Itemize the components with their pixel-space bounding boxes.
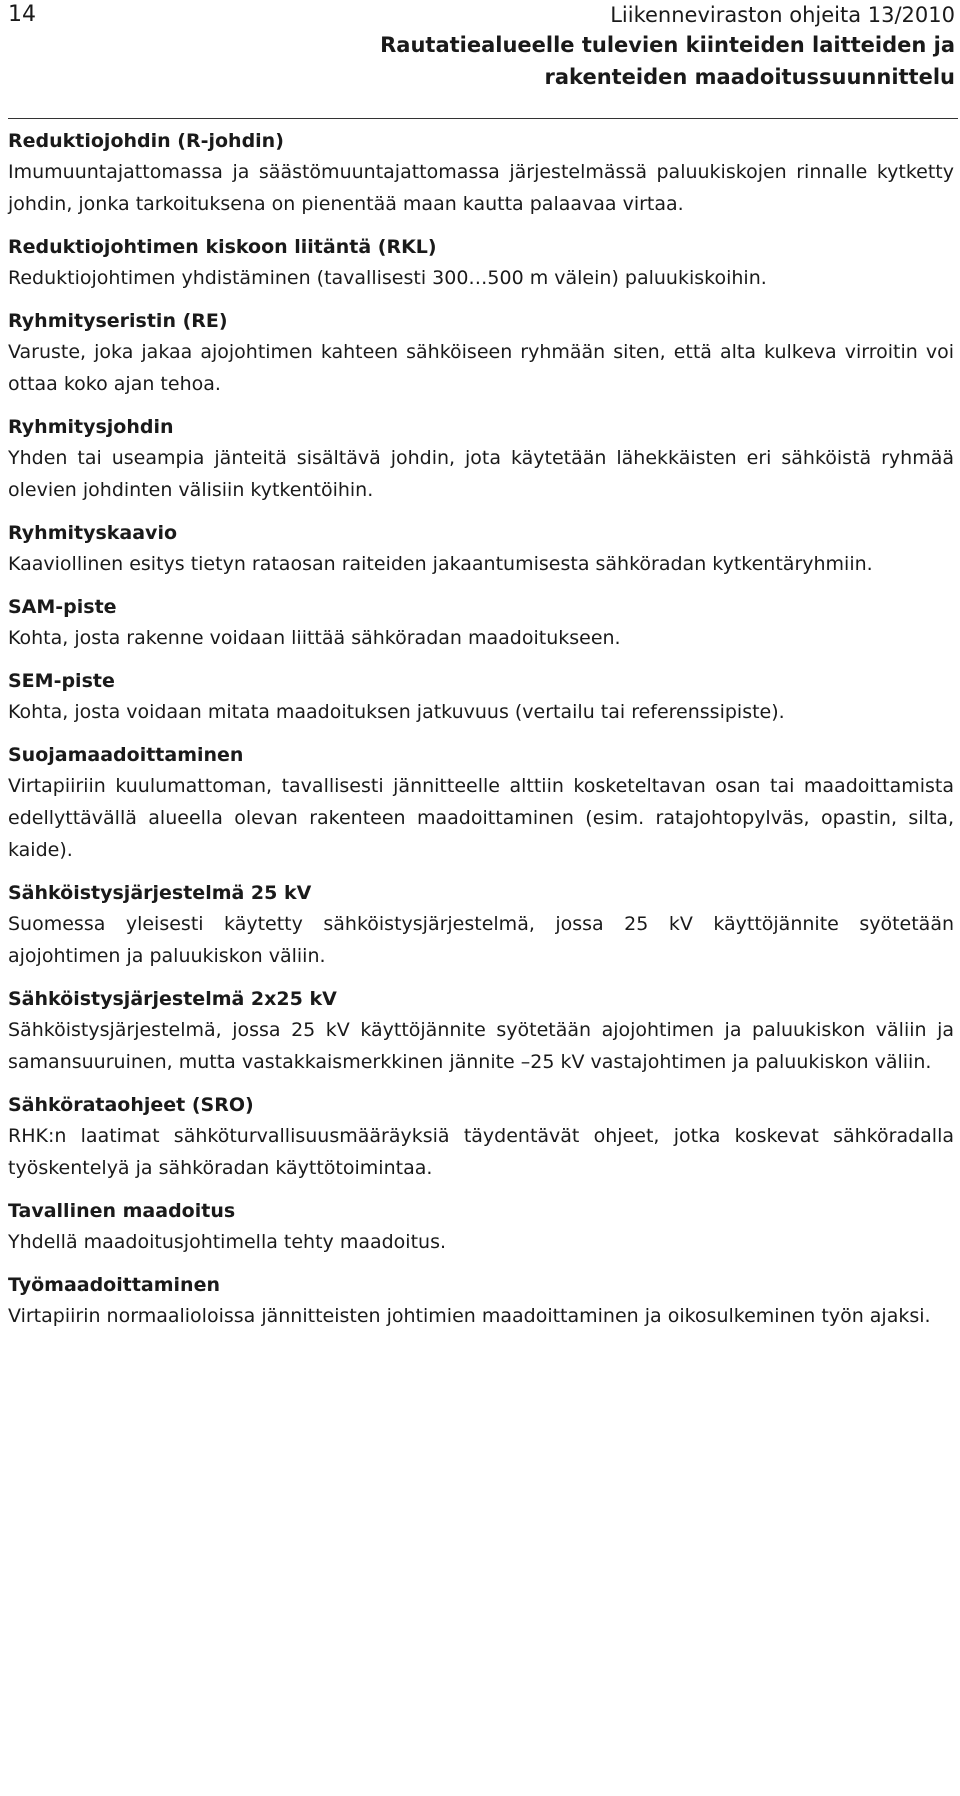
glossary-entry-sro xyxy=(8,1090,954,1184)
glossary-term: Ryhmityskaavio xyxy=(8,522,178,544)
glossary-entry-suojamaadoittaminen xyxy=(8,740,954,866)
glossary-term: Suojamaadoittaminen xyxy=(8,744,244,766)
page-header xyxy=(380,2,955,93)
glossary-entry-2x25kv xyxy=(8,984,954,1078)
glossary-term: Sähkörataohjeet (SRO) xyxy=(8,1094,254,1116)
glossary-definition: Yhden tai useampia jänteitä sisältävä johdin, jota käytetään lähekkäisten eri sähköistä ryhmää olevien johdinten välisiin kytkentöihin. xyxy=(8,447,954,501)
glossary-term: SAM-piste xyxy=(8,596,117,618)
glossary-term: SEM-piste xyxy=(8,670,115,692)
glossary-definition: Suomessa yleisesti käytetty sähköistysjärjestelmä, jossa 25 kV käyttöjännite syötetään ajojohtimen ja paluukiskon väliin. xyxy=(8,913,954,967)
header-title-line-2: rakenteiden maadoitussuunnittelu xyxy=(544,65,955,89)
glossary-entry-tyomaadoittaminen xyxy=(8,1270,954,1332)
glossary-term: Sähköistysjärjestelmä 2x25 kV xyxy=(8,988,337,1010)
glossary-term: Reduktiojohdin (R-johdin) xyxy=(8,130,284,152)
header-title-line-1: Rautatiealueelle tulevien kiinteiden laitteiden ja xyxy=(380,33,955,57)
glossary-definition: Sähköistysjärjestelmä, jossa 25 kV käyttöjännite syötetään ajojohtimen ja paluukiskon väliin ja samansuuruinen, mutta vastakkaismerkkinen jännite –25 kV vastajohtimen ja paluukiskon väliin. xyxy=(8,1019,954,1073)
glossary-entry-tavallinen-maadoitus xyxy=(8,1196,954,1258)
glossary-entry-re xyxy=(8,306,954,400)
glossary-term: Ryhmityseristin (RE) xyxy=(8,310,228,332)
glossary-term: Sähköistysjärjestelmä 25 kV xyxy=(8,882,312,904)
glossary-definition: Yhdellä maadoitusjohtimella tehty maadoitus. xyxy=(8,1231,447,1253)
glossary-term: Reduktiojohtimen kiskoon liitäntä (RKL) xyxy=(8,236,437,258)
glossary-entry-ryhmityskaavio xyxy=(8,518,954,580)
glossary-entry-r-johdin xyxy=(8,126,954,220)
glossary-definition: Reduktiojohtimen yhdistäminen (tavallisesti 300…500 m välein) paluukiskoihin. xyxy=(8,267,767,289)
glossary-definition: Kohta, josta rakenne voidaan liittää sähköradan maadoitukseen. xyxy=(8,627,621,649)
header-divider xyxy=(8,118,958,119)
glossary-entry-sam-piste xyxy=(8,592,954,654)
glossary-definition: Kaaviollinen esitys tietyn rataosan raiteiden jakaantumisesta sähköradan kytkentäryhmiin. xyxy=(8,553,873,575)
glossary-definition: Varuste, joka jakaa ajojohtimen kahteen sähköiseen ryhmään siten, että alta kulkeva virroitin voi ottaa koko ajan tehoa. xyxy=(8,341,954,395)
glossary-entry-25kv xyxy=(8,878,954,972)
glossary-content xyxy=(8,126,954,1344)
glossary-definition: Kohta, josta voidaan mitata maadoituksen jatkuvuus (vertailu tai referenssipiste). xyxy=(8,701,785,723)
glossary-definition: Virtapiirin normaalioloissa jännitteisten johtimien maadoittaminen ja oikosulkeminen työn ajaksi. xyxy=(8,1305,931,1327)
glossary-definition: RHK:n laatimat sähköturvallisuusmääräyksiä täydentävät ohjeet, jotka koskevat sähköradalla työskentelyä ja sähköradan käyttötoimintaa. xyxy=(8,1125,954,1179)
glossary-entry-ryhmitysjohdin xyxy=(8,412,954,506)
glossary-entry-rkl xyxy=(8,232,954,294)
header-series: Liikenneviraston ohjeita 13/2010 xyxy=(610,3,955,27)
glossary-term: Tavallinen maadoitus xyxy=(8,1200,236,1222)
glossary-term: Työmaadoittaminen xyxy=(8,1274,220,1296)
glossary-definition: Virtapiiriin kuulumattoman, tavallisesti jännitteelle alttiin kosketeltavan osan tai maadoittamista edellyttävällä alueella olevan rakenteen maadoittaminen (esim. ratajohtopylväs, opastin, silta, kaide). xyxy=(8,775,954,861)
glossary-definition: Imumuuntajattomassa ja säästömuuntajattomassa järjestelmässä paluukiskojen rinnalle kytketty johdin, jonka tarkoituksena on pienentää maan kautta palaavaa virtaa. xyxy=(8,161,954,215)
glossary-entry-sem-piste xyxy=(8,666,954,728)
page-number: 14 xyxy=(8,2,36,27)
glossary-term: Ryhmitysjohdin xyxy=(8,416,174,438)
